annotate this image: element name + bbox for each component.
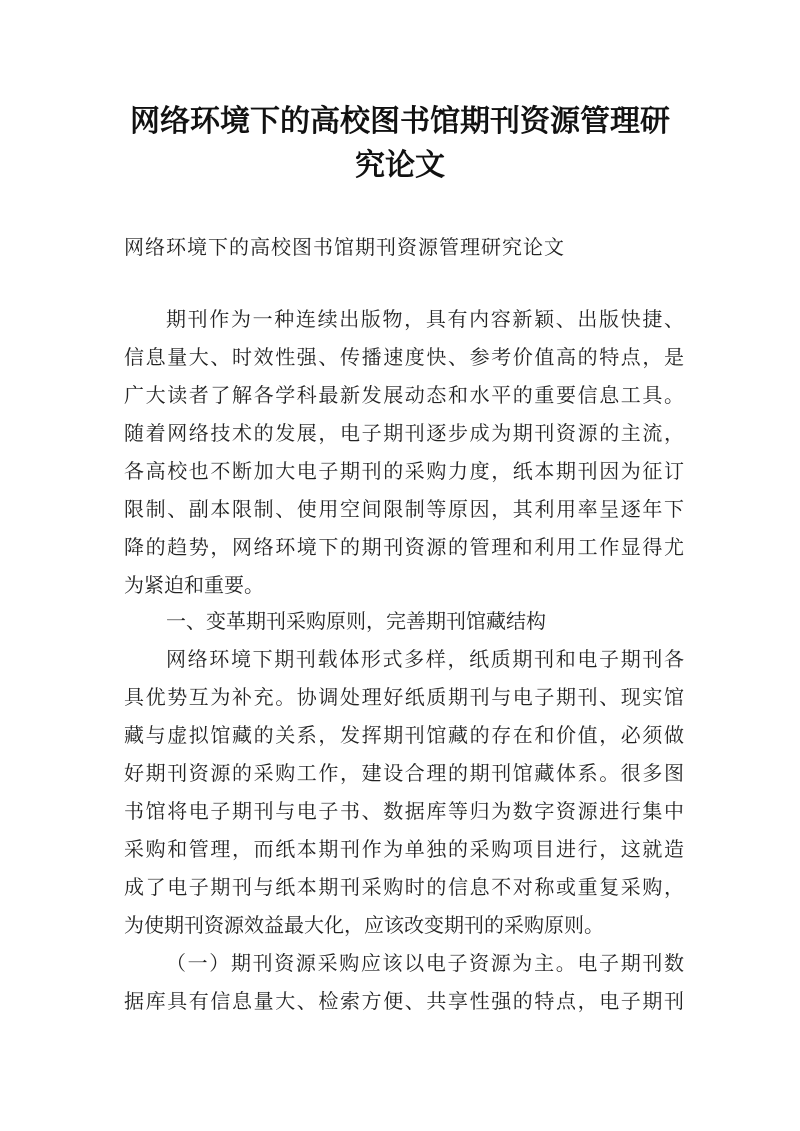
paragraph-line: 据库具有信息量大、检索方便、共享性强的特点，电子期刊 — [124, 989, 684, 1013]
paragraph-line: 为使期刊资源效益最大化，应该改变期刊的采购原则。 — [124, 913, 604, 937]
document-title-line-2: 究论文 — [355, 148, 445, 183]
paragraph-line: 限制、副本限制、使用空间限制等原因，其利用率呈逐年下 — [124, 497, 684, 521]
paragraph-line: （一）期刊资源采购应该以电子资源为主。电子期刊数 — [166, 951, 684, 975]
paragraph-line: 采购和管理，而纸本期刊作为单独的采购项目进行，这就造 — [124, 837, 684, 861]
document-subtitle: 网络环境下的高校图书馆期刊资源管理研究论文 — [124, 235, 565, 259]
paragraph-line: 好期刊资源的采购工作，建设合理的期刊馆藏体系。很多图 — [124, 761, 684, 785]
paragraph-line: 成了电子期刊与纸本期刊采购时的信息不对称或重复采购， — [124, 875, 684, 899]
paragraph-line: 各高校也不断加大电子期刊的采购力度，纸本期刊因为征订 — [124, 459, 684, 483]
paragraph-line: 藏与虚拟馆藏的关系，发挥期刊馆藏的存在和价值，必须做 — [124, 723, 684, 747]
document-title-line-1: 网络环境下的高校图书馆期刊资源管理研 — [130, 104, 670, 139]
paragraph-line: 降的趋势，网络环境下的期刊资源的管理和利用工作显得尤 — [124, 535, 684, 559]
paragraph-line: 随着网络技术的发展，电子期刊逐步成为期刊资源的主流， — [124, 421, 684, 445]
paragraph-line: 为紧迫和重要。 — [124, 573, 264, 597]
paragraph-line: 具优势互为补充。协调处理好纸质期刊与电子期刊、现实馆 — [124, 685, 684, 709]
paragraph-line: 书馆将电子期刊与电子书、数据库等归为数字资源进行集中 — [124, 799, 684, 823]
paragraph-line: 期刊作为一种连续出版物，具有内容新颖、出版快捷、 — [166, 307, 684, 331]
paragraph-line: 信息量大、时效性强、传播速度快、参考价值高的特点，是 — [124, 345, 684, 369]
paragraph-line: 广大读者了解各学科最新发展动态和水平的重要信息工具。 — [124, 383, 684, 407]
paragraph-line: 网络环境下期刊载体形式多样，纸质期刊和电子期刊各 — [166, 647, 684, 671]
section-heading: 一、变革期刊采购原则，完善期刊馆藏结构 — [166, 609, 546, 633]
